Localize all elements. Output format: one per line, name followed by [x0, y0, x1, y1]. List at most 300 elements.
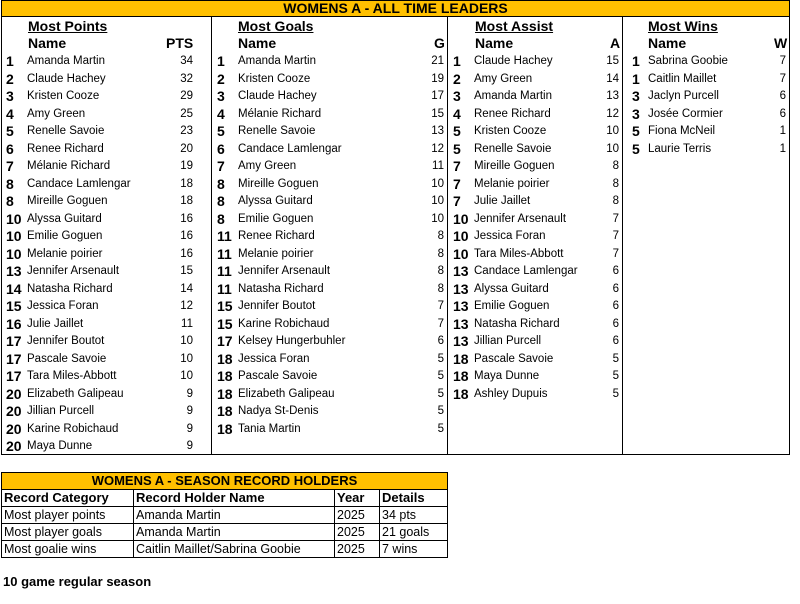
rank: 3 [453, 88, 461, 104]
rank: 5 [453, 123, 461, 139]
rank: 14 [6, 280, 22, 297]
list-item [2, 438, 211, 456]
player-name: Emilie Goguen [238, 212, 314, 225]
player-name: Maya Dunne [474, 370, 540, 382]
list-item [212, 316, 447, 334]
record-details: 21 goals [380, 524, 448, 541]
player-name: Alyssa Guitard [238, 195, 313, 207]
rank: 4 [6, 105, 14, 122]
rank: 11 [217, 228, 232, 244]
player-name: Kristen Cooze [474, 125, 547, 137]
stat-value: 6 [779, 107, 786, 120]
player-name: Tara Miles-Abbott [27, 370, 117, 382]
stat-value: 12 [606, 107, 619, 120]
record-holder: Caitlin Maillet/Sabrina Goobie [134, 541, 335, 558]
stat-value: 11 [432, 160, 444, 172]
list-item [448, 106, 622, 124]
rank: 18 [453, 368, 469, 384]
stat-value: 5 [437, 370, 444, 382]
stat-value: 16 [180, 230, 193, 242]
player-name: Alyssa Guitard [27, 212, 102, 225]
player-name: Jennifer Arsenault [474, 212, 567, 225]
list-item [623, 88, 789, 106]
list-item [212, 386, 447, 404]
stat-value: 5 [437, 387, 444, 400]
list-item [623, 123, 789, 141]
rank: 2 [217, 70, 225, 87]
stat-value: 32 [180, 72, 193, 85]
list-item [2, 88, 211, 106]
stat-value: 7 [612, 230, 619, 242]
player-name: Mélanie Richard [238, 107, 322, 120]
player-name: Laurie Terris [648, 142, 712, 155]
rank: 13 [453, 280, 469, 297]
stat-value: 6 [437, 335, 444, 347]
player-name: Renee Richard [27, 142, 104, 155]
list-item [212, 211, 447, 229]
stat-value: 7 [779, 72, 786, 85]
rank: 10 [453, 228, 469, 244]
record-details: 7 wins [380, 541, 448, 558]
stat-value: 16 [180, 212, 193, 225]
value-header: G [434, 35, 445, 51]
list-item [212, 351, 447, 369]
rank: 6 [6, 140, 14, 157]
stat-value: 7 [437, 300, 444, 312]
rank: 13 [6, 263, 22, 279]
player-name: Melanie poirier [474, 177, 550, 190]
player-name: Mireille Goguen [474, 160, 555, 172]
player-name: Renelle Savoie [474, 142, 552, 155]
rank: 7 [453, 193, 461, 209]
player-name: Amanda Martin [27, 55, 105, 67]
list-item [212, 368, 447, 386]
stat-value: 1 [779, 142, 786, 155]
list-item [2, 228, 211, 246]
list-item [212, 88, 447, 106]
player-name: Candace Lamlengar [27, 177, 131, 190]
player-name: Mireille Goguen [238, 177, 319, 190]
list-item [2, 211, 211, 229]
record-year: 2025 [335, 524, 380, 541]
list-item [2, 71, 211, 89]
list-item [2, 141, 211, 159]
rank: 18 [217, 350, 233, 367]
player-name: Jillian Purcell [27, 405, 95, 417]
list-item [623, 53, 789, 71]
rank: 8 [217, 193, 225, 209]
player-name: Emilie Goguen [474, 300, 550, 312]
list-item [2, 386, 211, 404]
stat-value: 18 [180, 195, 193, 207]
player-name: Amy Green [474, 72, 533, 85]
rank: 3 [6, 88, 14, 104]
leader-list [623, 53, 789, 158]
player-name: Mireille Goguen [27, 195, 108, 207]
list-item [623, 141, 789, 159]
stat-value: 19 [431, 72, 444, 85]
player-name: Natasha Richard [474, 317, 560, 330]
record-holder: Amanda Martin [134, 524, 335, 541]
stat-value: 9 [186, 387, 193, 400]
rank: 1 [632, 53, 640, 69]
list-item [212, 228, 447, 246]
stat-value: 20 [180, 142, 193, 155]
rank: 5 [6, 123, 14, 139]
player-name: Jennifer Arsenault [27, 265, 120, 277]
list-item [448, 386, 622, 404]
stat-value: 5 [437, 405, 444, 417]
rank: 15 [217, 298, 233, 314]
list-item [212, 298, 447, 316]
rank: 17 [6, 350, 22, 367]
stat-value: 9 [186, 422, 193, 435]
player-name: Jaclyn Purcell [648, 90, 719, 102]
stat-value: 6 [612, 265, 619, 277]
list-item [448, 246, 622, 264]
record-category: Most goalie wins [2, 541, 134, 558]
rank: 17 [6, 333, 22, 349]
rank: 5 [632, 123, 640, 139]
list-item [448, 351, 622, 369]
rank: 11 [217, 263, 232, 279]
stat-value: 19 [180, 160, 193, 172]
stat-value: 16 [180, 247, 193, 260]
stat-value: 8 [612, 195, 619, 207]
section-title: Most Goals [238, 18, 314, 34]
list-item [448, 88, 622, 106]
rank: 13 [453, 315, 469, 332]
player-name: Jennifer Arsenault [238, 265, 331, 277]
list-item [212, 263, 447, 281]
list-item [2, 298, 211, 316]
player-name: Jillian Purcell [474, 335, 542, 347]
rank: 3 [632, 88, 640, 104]
stat-value: 10 [180, 352, 193, 365]
player-name: Amanda Martin [238, 55, 316, 67]
value-header: W [774, 35, 788, 51]
player-name: Claude Hachey [27, 72, 106, 85]
stat-value: 1 [779, 125, 786, 137]
rank: 13 [453, 263, 469, 279]
list-item [448, 158, 622, 176]
stat-value: 12 [431, 142, 444, 155]
rank: 7 [453, 175, 461, 192]
stat-value: 7 [612, 247, 619, 260]
record-holder: Amanda Martin [134, 507, 335, 524]
rank: 7 [453, 158, 461, 174]
player-name: Candace Lamlengar [474, 265, 578, 277]
stat-value: 21 [431, 55, 444, 67]
player-name: Natasha Richard [238, 282, 324, 295]
rank: 18 [217, 368, 233, 384]
stat-value: 23 [180, 125, 193, 137]
stat-value: 11 [181, 317, 193, 330]
section-title: Most Points [28, 18, 108, 34]
rank: 4 [453, 105, 461, 122]
player-name: Kristen Cooze [238, 72, 311, 85]
list-item [448, 141, 622, 159]
list-item [2, 403, 211, 421]
list-item [212, 141, 447, 159]
col-header-year: Year [335, 490, 380, 507]
rank: 15 [6, 298, 22, 314]
rank: 3 [632, 105, 640, 122]
player-name: Amanda Martin [474, 90, 552, 102]
rank: 10 [6, 245, 22, 262]
list-item [212, 106, 447, 124]
list-item [448, 176, 622, 194]
name-header: Name [238, 35, 277, 51]
stat-value: 12 [180, 300, 193, 312]
list-item [212, 158, 447, 176]
list-item [448, 368, 622, 386]
player-name: Melanie poirier [27, 247, 103, 260]
player-name: Amy Green [27, 107, 86, 120]
stat-value: 8 [437, 282, 444, 295]
rank: 18 [453, 385, 469, 402]
rank: 18 [217, 403, 233, 419]
value-header: PTS [166, 35, 194, 51]
record-category: Most player goals [2, 524, 134, 541]
list-item [623, 71, 789, 89]
most-goals-panel [212, 17, 448, 455]
stat-value: 15 [180, 265, 193, 277]
stat-value: 8 [437, 265, 444, 277]
player-name: Sabrina Goobie [648, 55, 728, 67]
most-points-panel [1, 17, 212, 455]
list-item [212, 53, 447, 71]
player-name: Alyssa Guitard [474, 282, 549, 295]
stat-value: 10 [431, 212, 444, 225]
player-name: Jennifer Boutot [238, 300, 316, 312]
player-name: Kelsey Hungerbuhler [238, 335, 346, 347]
list-item [2, 246, 211, 264]
list-item [623, 106, 789, 124]
stat-value: 17 [431, 90, 444, 102]
stat-value: 14 [606, 72, 619, 85]
player-name: Pascale Savoie [27, 352, 107, 365]
list-item [448, 71, 622, 89]
season-table-title: WOMENS A - SEASON RECORD HOLDERS [2, 473, 448, 490]
player-name: Melanie poirier [238, 247, 314, 260]
stat-value: 5 [612, 352, 619, 365]
name-header: Name [28, 35, 67, 51]
stat-value: 15 [606, 55, 619, 67]
rank: 6 [217, 140, 225, 157]
rank: 20 [6, 420, 22, 437]
stat-value: 13 [431, 125, 444, 137]
stat-value: 5 [437, 422, 444, 435]
player-name: Emilie Goguen [27, 230, 103, 242]
rank: 1 [217, 53, 225, 69]
rank: 10 [453, 210, 469, 227]
table-row [2, 524, 448, 541]
list-item [448, 333, 622, 351]
player-name: Tara Miles-Abbott [474, 247, 564, 260]
list-item [2, 106, 211, 124]
rank: 8 [217, 210, 225, 227]
list-item [2, 333, 211, 351]
rank: 20 [6, 438, 22, 454]
name-header: Name [648, 35, 687, 51]
list-item [2, 53, 211, 71]
leader-list [2, 53, 211, 456]
season-table-header-row [2, 490, 448, 507]
stat-value: 5 [437, 352, 444, 365]
rank: 11 [217, 245, 232, 262]
rank: 18 [217, 385, 233, 402]
rank: 18 [453, 350, 469, 367]
list-item [2, 263, 211, 281]
col-header-details: Details [380, 490, 448, 507]
stat-value: 10 [431, 195, 444, 207]
player-name: Josée Cormier [648, 107, 723, 120]
player-name: Natasha Richard [27, 282, 113, 295]
list-item [212, 193, 447, 211]
player-name: Karine Robichaud [238, 317, 330, 330]
rank: 1 [453, 53, 461, 69]
section-title: Most Wins [648, 18, 718, 34]
player-name: Renee Richard [238, 230, 315, 242]
stat-value: 9 [186, 440, 193, 452]
season-record-table [1, 472, 448, 558]
rank: 3 [217, 88, 225, 104]
player-name: Maya Dunne [27, 440, 93, 452]
list-item [448, 211, 622, 229]
all-time-leaders-title: WOMENS A - ALL TIME LEADERS [1, 0, 790, 17]
player-name: Jessica Foran [238, 352, 310, 365]
stat-value: 10 [180, 370, 193, 382]
stat-value: 6 [612, 317, 619, 330]
rank: 7 [217, 158, 225, 174]
player-name: Candace Lamlengar [238, 142, 342, 155]
list-item [212, 403, 447, 421]
list-item [2, 123, 211, 141]
season-note: 10 game regular season [3, 574, 152, 589]
player-name: Renelle Savoie [238, 125, 316, 137]
list-item [2, 193, 211, 211]
player-name: Julie Jaillet [474, 195, 531, 207]
player-name: Claude Hachey [474, 55, 553, 67]
name-header: Name [475, 35, 514, 51]
player-name: Pascale Savoie [474, 352, 554, 365]
rank: 16 [6, 315, 22, 332]
table-row [2, 541, 448, 558]
rank: 1 [632, 70, 640, 87]
leader-list [448, 53, 622, 403]
player-name: Mélanie Richard [27, 160, 111, 172]
player-name: Nadya St-Denis [238, 405, 319, 417]
stat-value: 7 [437, 317, 444, 330]
player-name: Pascale Savoie [238, 370, 318, 382]
stat-value: 5 [612, 370, 619, 382]
stat-value: 18 [180, 177, 193, 190]
rank: 2 [6, 70, 14, 87]
player-name: Elizabeth Galipeau [238, 387, 335, 400]
stat-value: 15 [431, 107, 444, 120]
stat-value: 9 [186, 405, 193, 417]
stat-value: 8 [437, 230, 444, 242]
player-name: Karine Robichaud [27, 422, 119, 435]
record-category: Most player points [2, 507, 134, 524]
rank: 5 [632, 140, 640, 157]
most-wins-panel [623, 17, 790, 455]
player-name: Renelle Savoie [27, 125, 105, 137]
rank: 17 [6, 368, 22, 384]
list-item [448, 281, 622, 299]
list-item [2, 158, 211, 176]
list-item [2, 316, 211, 334]
list-item [212, 123, 447, 141]
player-name: Caitlin Maillet [648, 72, 717, 85]
player-name: Renee Richard [474, 107, 551, 120]
list-item [448, 263, 622, 281]
stat-value: 5 [612, 387, 619, 400]
list-item [2, 176, 211, 194]
player-name: Ashley Dupuis [474, 387, 548, 400]
list-item [212, 281, 447, 299]
player-name: Kristen Cooze [27, 90, 100, 102]
player-name: Jennifer Boutot [27, 335, 105, 347]
rank: 13 [453, 298, 469, 314]
rank: 10 [453, 245, 469, 262]
stat-value: 6 [779, 90, 786, 102]
list-item [212, 176, 447, 194]
stat-value: 13 [606, 90, 619, 102]
most-assist-panel [448, 17, 623, 455]
list-item [448, 316, 622, 334]
table-row [2, 507, 448, 524]
rank: 8 [217, 175, 225, 192]
stat-value: 10 [606, 142, 619, 155]
rank: 20 [6, 385, 22, 402]
list-item [448, 298, 622, 316]
stat-value: 14 [180, 282, 193, 295]
list-item [448, 53, 622, 71]
player-name: Jessica Foran [474, 230, 546, 242]
rank: 20 [6, 403, 22, 419]
rank: 7 [6, 158, 14, 174]
col-header-holder: Record Holder Name [134, 490, 335, 507]
rank: 2 [453, 70, 461, 87]
player-name: Tania Martin [238, 422, 301, 435]
list-item [212, 246, 447, 264]
rank: 17 [217, 333, 233, 349]
list-item [212, 333, 447, 351]
stat-value: 7 [612, 212, 619, 225]
list-item [212, 71, 447, 89]
list-item [2, 421, 211, 439]
stat-value: 6 [612, 282, 619, 295]
rank: 10 [6, 210, 22, 227]
player-name: Julie Jaillet [27, 317, 84, 330]
stat-value: 10 [431, 177, 444, 190]
list-item [448, 193, 622, 211]
player-name: Jessica Foran [27, 300, 99, 312]
section-title: Most Assist [475, 18, 554, 34]
rank: 18 [217, 420, 233, 437]
rank: 8 [6, 193, 14, 209]
record-details: 34 pts [380, 507, 448, 524]
stat-value: 10 [180, 335, 193, 347]
value-header: A [610, 35, 621, 51]
stat-value: 34 [180, 55, 193, 67]
stat-value: 29 [180, 90, 193, 102]
stat-value: 10 [606, 125, 619, 137]
record-year: 2025 [335, 507, 380, 524]
player-name: Claude Hachey [238, 90, 317, 102]
